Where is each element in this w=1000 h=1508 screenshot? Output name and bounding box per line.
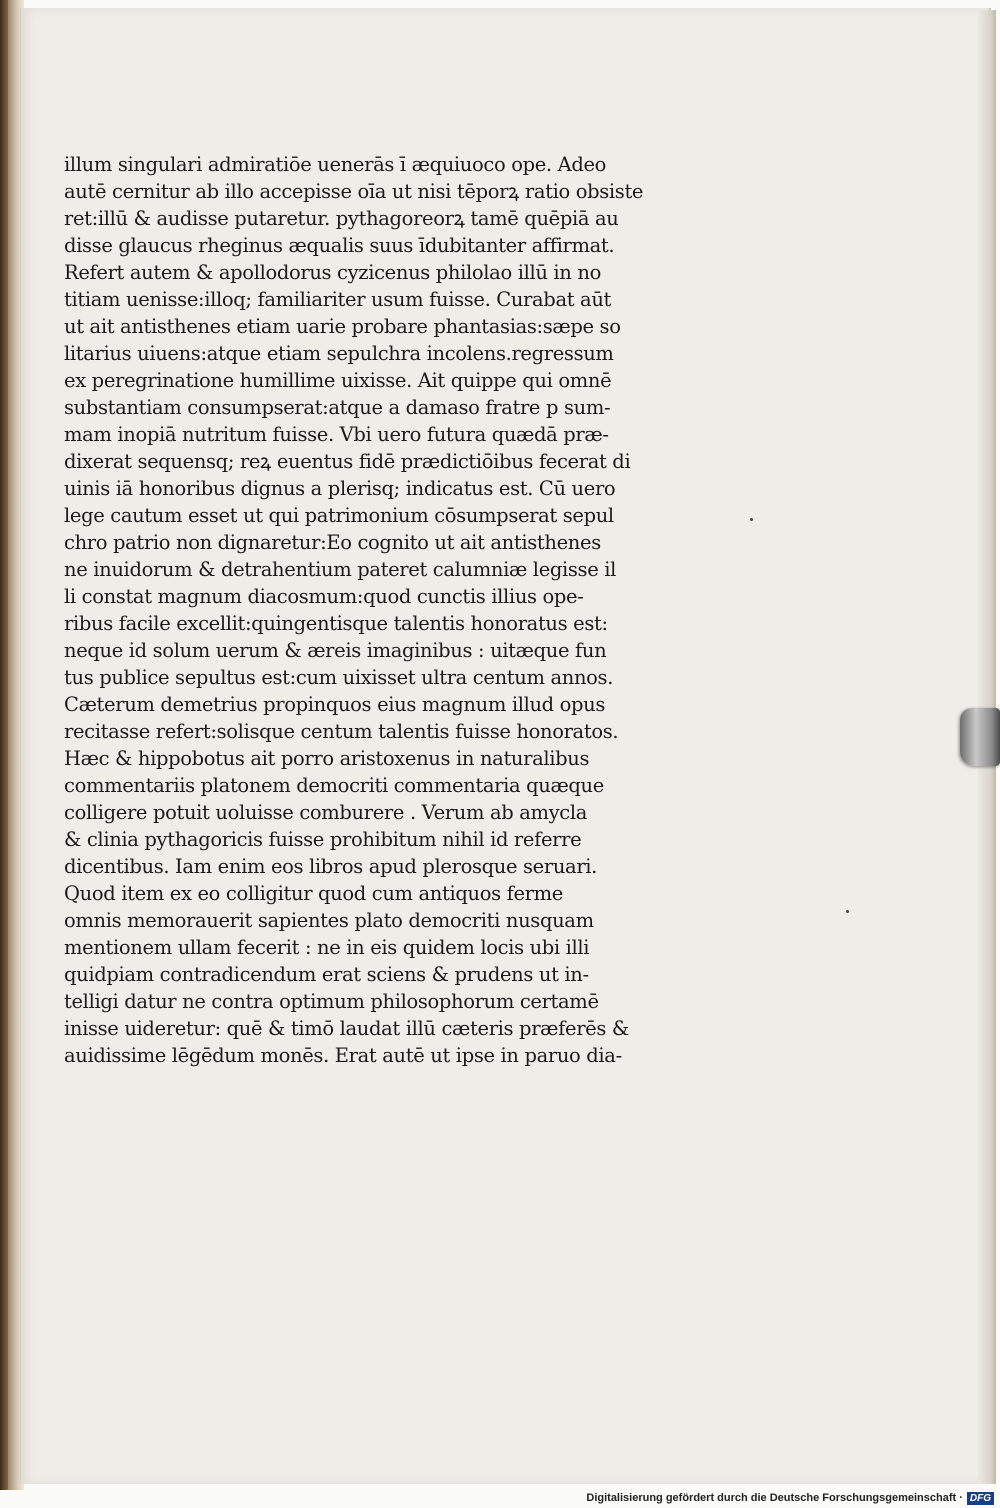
text-line: quidpiam contradicendum erat sciens & prudens ut in- [64,963,589,986]
credit-text: Digitalisierung gefördert durch die Deutsche Forschungsgemeinschaft · [586,1492,963,1504]
text-line: mam inopiā nutritum fuisse. Vbi uero futura quædā præ- [64,423,609,446]
dfg-logo: DFG [967,1492,994,1505]
text-line: Quod item ex eo colligitur quod cum antiquos ferme [64,882,563,905]
text-line: recitasse refert:solisque centum talentis fuisse honoratos. [64,720,619,743]
text-line: Cæterum demetrius propinquos eius magnum illud opus [64,693,606,716]
printed-text-block [64,151,644,1069]
text-line: li constat magnum diacosmum:quod cunctis illius ope- [64,585,584,608]
text-line: dixerat sequensq; reꝝ euentus fidē prædictiōibus fecerat di [64,450,631,473]
text-line: & clinia pythagoricis fuisse prohibitum nihil id referre [64,828,582,851]
text-line: disse glaucus rheginus æqualis suus īdubitanter affirmat. [64,234,615,257]
text-line: dicentibus. Iam enim eos libros apud plerosque seruari. [64,855,598,878]
text-line: omnis memorauerit sapientes plato democriti nusquam [64,909,594,932]
text-line: ex peregrinatione humillime uixisse. Ait quippe qui omnē [64,369,612,392]
text-line: neque id solum uerum & æreis imaginibus : uitæque fun [64,639,607,662]
text-line: ribus facile excellit:quingentisque talentis honoratus est: [64,612,608,635]
paper-speck [750,518,753,521]
page-clip [960,708,1000,766]
text-line: illum singulari admiratiōe uenerās ī æquiuoco ope. Adeo [64,153,607,176]
text-line: ne inuidorum & detrahentium pateret calumniæ legisse il [64,558,617,581]
text-line: inisse uideretur: quē & timō laudat illū cæteris præferēs & [64,1017,629,1040]
paper-speck [846,910,849,913]
text-line: ut ait antisthenes etiam uarie probare phantasias:sæpe so [64,315,621,338]
text-line: litarius uiuens:atque etiam sepulchra incolens.regressum [64,342,614,365]
text-line: autē cernitur ab illo accepisse oīa ut nisi tēporꝝ ratio obsiste [64,180,644,203]
text-line: mentionem ullam fecerit : ne in eis quidem locis ubi illi [64,936,590,959]
text-line: substantiam consumpserat:atque a damaso fratre p sum- [64,396,611,419]
text-line: commentariis platonem democriti commentaria quæque [64,774,604,797]
text-line: auidissime lēgēdum monēs. Erat autē ut ipse in paruo dia- [64,1044,622,1067]
text-line: Hæc & hippobotus ait porro aristoxenus in naturalibus [64,747,590,770]
text-line: telligi datur ne contra optimum philosophorum certamē [64,990,599,1013]
digitization-credit [586,1490,994,1506]
text-line: lege cautum esset ut qui patrimonium cōsumpserat sepul [64,504,614,527]
text-line: Refert autem & apollodorus cyzicenus philolao illū in no [64,261,601,284]
text-line: tus publice sepultus est:cum uixisset ultra centum annos. [64,666,614,689]
text-line: chro patrio non dignaretur:Eo cognito ut ait antisthenes [64,531,601,554]
text-line: titiam uenisse:illoq; familiariter usum fuisse. Curabat aūt [64,288,612,311]
text-line: ret:illū & audisse putaretur. pythagoreorꝝ tamē quēpiā au [64,207,619,230]
text-line: uinis iā honoribus dignus a plerisq; indicatus est. Cū uero [64,477,616,500]
text-line: colligere potuit uoluisse comburere . Verum ab amycla [64,801,588,824]
